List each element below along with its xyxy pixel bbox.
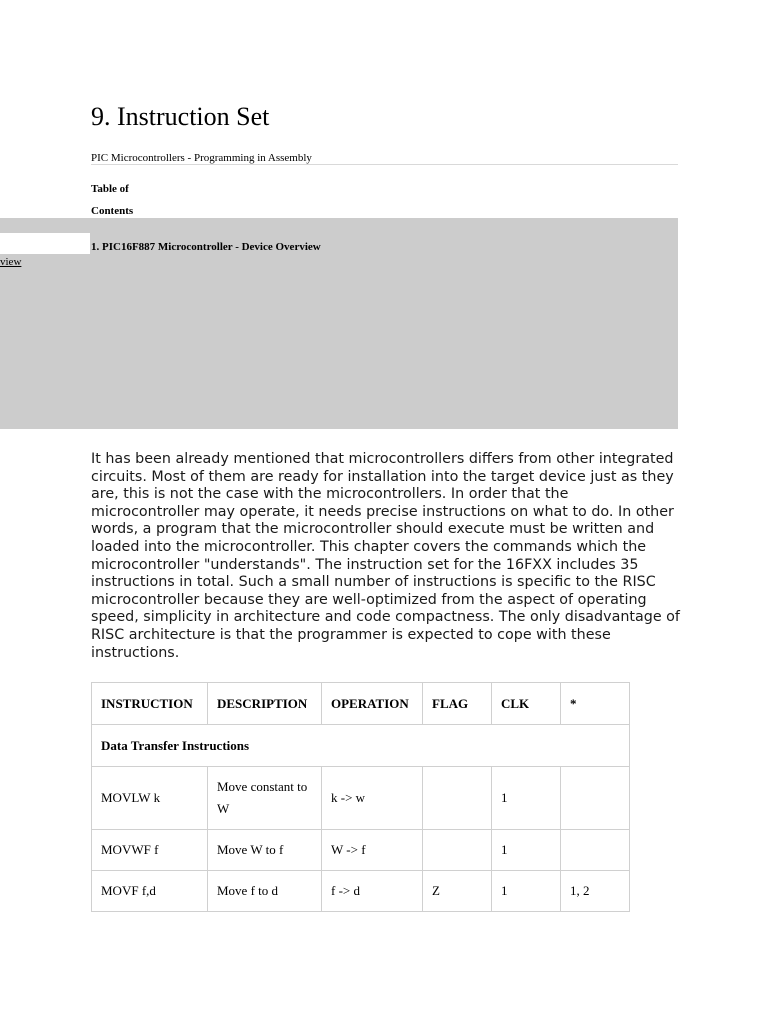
cell-notes <box>561 767 630 830</box>
column-header-flag: FLAG <box>423 683 492 725</box>
instruction-table <box>91 682 630 912</box>
cell-instruction: MOVF f,d <box>92 871 208 912</box>
cell-operation: k -> w <box>322 767 423 830</box>
cell-clk: 1 <box>492 767 561 830</box>
column-header-clk: CLK <box>492 683 561 725</box>
toc-entry[interactable]: 1. PIC16F887 Microcontroller - Device Overview <box>91 241 321 253</box>
toc-tab <box>0 233 90 254</box>
toc-link[interactable]: view <box>0 256 22 268</box>
intro-paragraph: It has been already mentioned that microcontrollers differs from other integrated circuits. Most of them are ready for installation into the target device just as they are, this is not the case with the microcontrollers. In order that the microcontroller may operate, it needs precise instructions on what to do. In other words, a program that the microcontroller should execute must be written and loaded into the microcontroller. This chapter covers the commands which the microcontroller "understands". The instruction set for the 16FXX includes 35 instructions in total. Such a small number of instructions is specific to the RISC microcontroller because they are well-optimized from the aspect of operating speed, simplicity in architecture and code compactness. The only disadvantage of RISC architecture is that the programmer is expected to cope with these instructions. <box>91 451 680 661</box>
cell-description: Move constant to W <box>208 767 322 830</box>
subtitle-divider <box>91 164 678 165</box>
column-header-instruction: INSTRUCTION <box>92 683 208 725</box>
cell-clk: 1 <box>492 830 561 871</box>
cell-instruction: MOVLW k <box>92 767 208 830</box>
table-row <box>92 767 630 830</box>
table-row <box>92 871 630 912</box>
column-header-description: DESCRIPTION <box>208 683 322 725</box>
cell-operation: W -> f <box>322 830 423 871</box>
table-row <box>92 830 630 871</box>
table-section-row <box>92 725 630 767</box>
cell-flag <box>423 830 492 871</box>
cell-description: Move W to f <box>208 830 322 871</box>
cell-instruction: MOVWF f <box>92 830 208 871</box>
toc-heading-line-1: Table of <box>91 183 129 195</box>
cell-flag: Z <box>423 871 492 912</box>
cell-notes <box>561 830 630 871</box>
toc-heading-line-2: Contents <box>91 205 134 217</box>
table-header-row <box>92 683 630 725</box>
cell-operation: f -> d <box>322 871 423 912</box>
page-title: 9. Instruction Set <box>91 102 270 131</box>
document-subtitle: PIC Microcontrollers - Programming in Assembly <box>91 152 312 164</box>
column-header-operation: OPERATION <box>322 683 423 725</box>
column-header-notes: * <box>561 683 630 725</box>
cell-description: Move f to d <box>208 871 322 912</box>
cell-flag <box>423 767 492 830</box>
cell-clk: 1 <box>492 871 561 912</box>
cell-notes: 1, 2 <box>561 871 630 912</box>
section-title: Data Transfer Instructions <box>92 725 630 767</box>
